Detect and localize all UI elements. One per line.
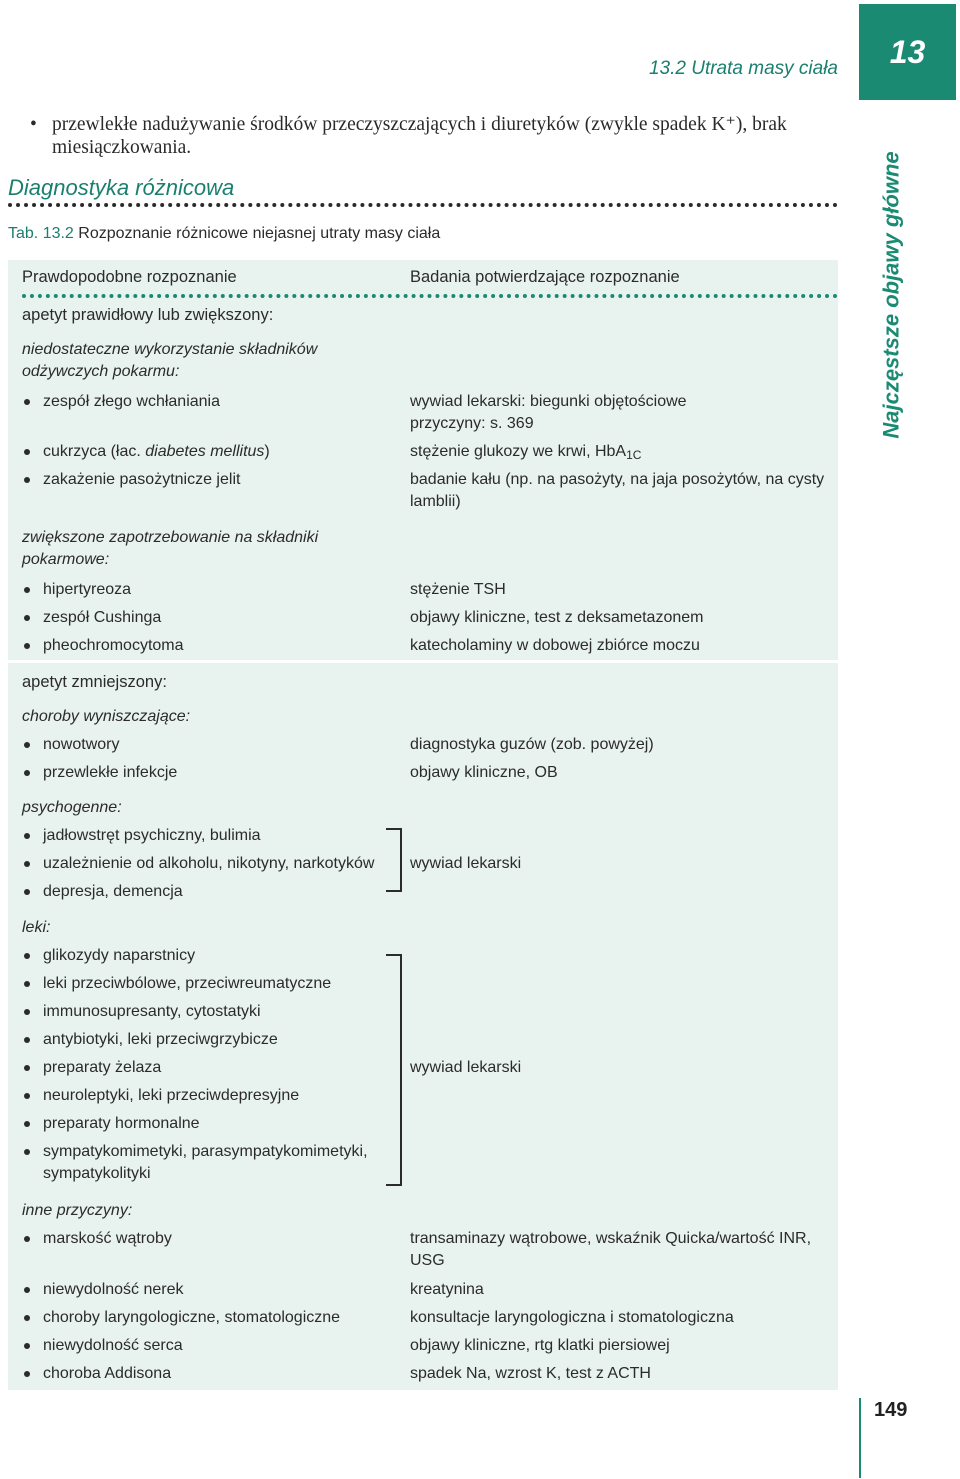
grouping-bracket <box>386 954 402 1186</box>
diagnosis-item: zakażenie pasożytnicze jelit <box>43 469 240 491</box>
diagnosis-item: depresja, demencja <box>43 881 183 903</box>
section-divider <box>8 203 838 207</box>
chapter-number-tab: 13 <box>859 4 956 100</box>
test-item: transaminazy wątrobowe, wskaźnik Quicka/wartość INR, USG <box>410 1230 812 1269</box>
group-label: psychogenne: <box>22 799 122 816</box>
group-label: niedostateczne wykorzystanie składników odżywczych pokarmu: <box>22 341 318 380</box>
diagnosis-latin: diabetes mellitus <box>145 443 265 460</box>
test-subscript: 1C <box>626 448 642 462</box>
diagnosis-item: uzależnienie od alkoholu, nikotyny, narkotyków <box>43 853 374 875</box>
block-separator <box>8 660 838 663</box>
diagnosis-item: sympatykomimetyki, parasympatykomimetyki, sympatykolityki <box>43 1141 388 1185</box>
diagnosis-item: antybiotyki, leki przeciwgrzybicze <box>43 1029 278 1051</box>
group-label: leki: <box>22 919 51 936</box>
group-label-text: zwiększone zapotrzebowanie na składniki pokarmowe <box>22 529 319 568</box>
group-label-text: leki <box>22 919 47 936</box>
diagnosis-item: choroba Addisona <box>43 1363 171 1385</box>
diagnosis-item: jadłowstręt psychiczny, bulimia <box>43 825 261 847</box>
page-number-rule <box>859 1398 861 1478</box>
group-label-text: niedostateczne wykorzystanie składników odżywczych pokarmu <box>22 341 318 380</box>
block-heading-reduced-appetite: apetyt zmniejszony: <box>22 673 167 691</box>
test-item: kreatynina <box>410 1281 484 1298</box>
grouping-bracket <box>386 828 402 892</box>
intro-bullet <box>30 113 845 159</box>
diagnosis-item: pheochromocytoma <box>43 635 184 657</box>
diagnosis-item: glikozydy naparstnicy <box>43 945 195 967</box>
running-head: 13.2 Utrata masy ciała <box>648 58 838 79</box>
diagnosis-item <box>43 441 270 463</box>
test-item: diagnostyka guzów (zob. powyżej) <box>410 736 654 753</box>
diagnosis-item: leki przeciwbólowe, przeciwreumatyczne <box>43 973 331 995</box>
test-item: stężenie TSH <box>410 581 506 598</box>
table-caption-text: Rozpoznanie różnicowe niejasnej utraty masy ciała <box>73 225 441 242</box>
group-label: inne przyczyny: <box>22 1202 133 1219</box>
page-number: 149 <box>874 1399 908 1421</box>
test-item <box>410 441 641 463</box>
test-item: katecholaminy w dobowej zbiórce moczu <box>410 637 700 654</box>
intro-bullet-text: przewlekłe nadużywanie środków przeczyszczających i diuretyków (zwykle spadek K⁺), brak miesiączkowania. <box>52 114 787 158</box>
test-item: wywiad lekarski <box>410 1059 522 1076</box>
header-divider <box>22 294 838 298</box>
group-label-text: choroby wyniszczające <box>22 708 186 725</box>
diagnosis-item: niewydolność nerek <box>43 1279 184 1301</box>
diagnosis-item: neuroleptyki, leki przeciwdepresyjne <box>43 1085 299 1107</box>
group-label: choroby wyniszczające: <box>22 708 191 725</box>
diagnosis-item: hipertyreoza <box>43 579 131 601</box>
table-caption-number: Tab. 13.2 <box>8 225 74 242</box>
test-item: badanie kału (np. na pasożyty, na jaja posożytów, na cysty lamblii) <box>410 471 825 510</box>
diagnosis-item: nowotwory <box>43 734 119 756</box>
diagnosis-item: immunosupresanty, cytostatyki <box>43 1001 261 1023</box>
diagnosis-item: niewydolność serca <box>43 1335 183 1357</box>
diagnosis-item: przewlekłe infekcje <box>43 762 177 784</box>
diagnosis-text: cukrzyca (łac. <box>43 443 146 460</box>
group-label-text: inne przyczyny <box>22 1202 128 1219</box>
bullet-icon: • <box>30 114 37 135</box>
test-item: wywiad lekarski: biegunki objętościowe przyczyny: s. 369 <box>410 393 687 432</box>
group-label-text: psychogenne <box>22 799 118 816</box>
test-item: objawy kliniczne, test z deksametazonem <box>410 609 704 626</box>
diagnosis-item: zespół Cushinga <box>43 607 161 629</box>
diagnosis-text-end: ) <box>264 443 270 460</box>
test-item: wywiad lekarski <box>410 855 522 872</box>
test-text: stężenie glukozy we krwi, HbA <box>410 443 627 460</box>
column-header-diagnosis: Prawdopodobne rozpoznanie <box>22 268 237 286</box>
diagnosis-item: preparaty hormonalne <box>43 1113 200 1135</box>
side-section-title-text: Najczęstsze objawy główne <box>879 151 904 439</box>
section-heading: Diagnostyka różnicowa <box>8 175 235 200</box>
group-label: zwiększone zapotrzebowanie na składniki pokarmowe: <box>22 529 319 568</box>
diagnosis-item: preparaty żelaza <box>43 1057 161 1079</box>
diagnosis-item: marskość wątroby <box>43 1228 172 1250</box>
test-item: spadek Na, wzrost K, test z ACTH <box>410 1365 651 1382</box>
test-item: konsultacje laryngologiczna i stomatologiczna <box>410 1309 734 1326</box>
block-heading-normal-appetite: apetyt prawidłowy lub zwiększony: <box>22 306 274 324</box>
diagnosis-item: choroby laryngologiczne, stomatologiczne <box>43 1307 340 1329</box>
table-caption <box>8 225 440 243</box>
side-section-title <box>874 150 910 440</box>
diagnosis-item: zespół złego wchłaniania <box>43 391 220 413</box>
test-item: objawy kliniczne, rtg klatki piersiowej <box>410 1337 670 1354</box>
test-item: objawy kliniczne, OB <box>410 764 558 781</box>
column-header-tests: Badania potwierdzające rozpoznanie <box>410 268 680 286</box>
